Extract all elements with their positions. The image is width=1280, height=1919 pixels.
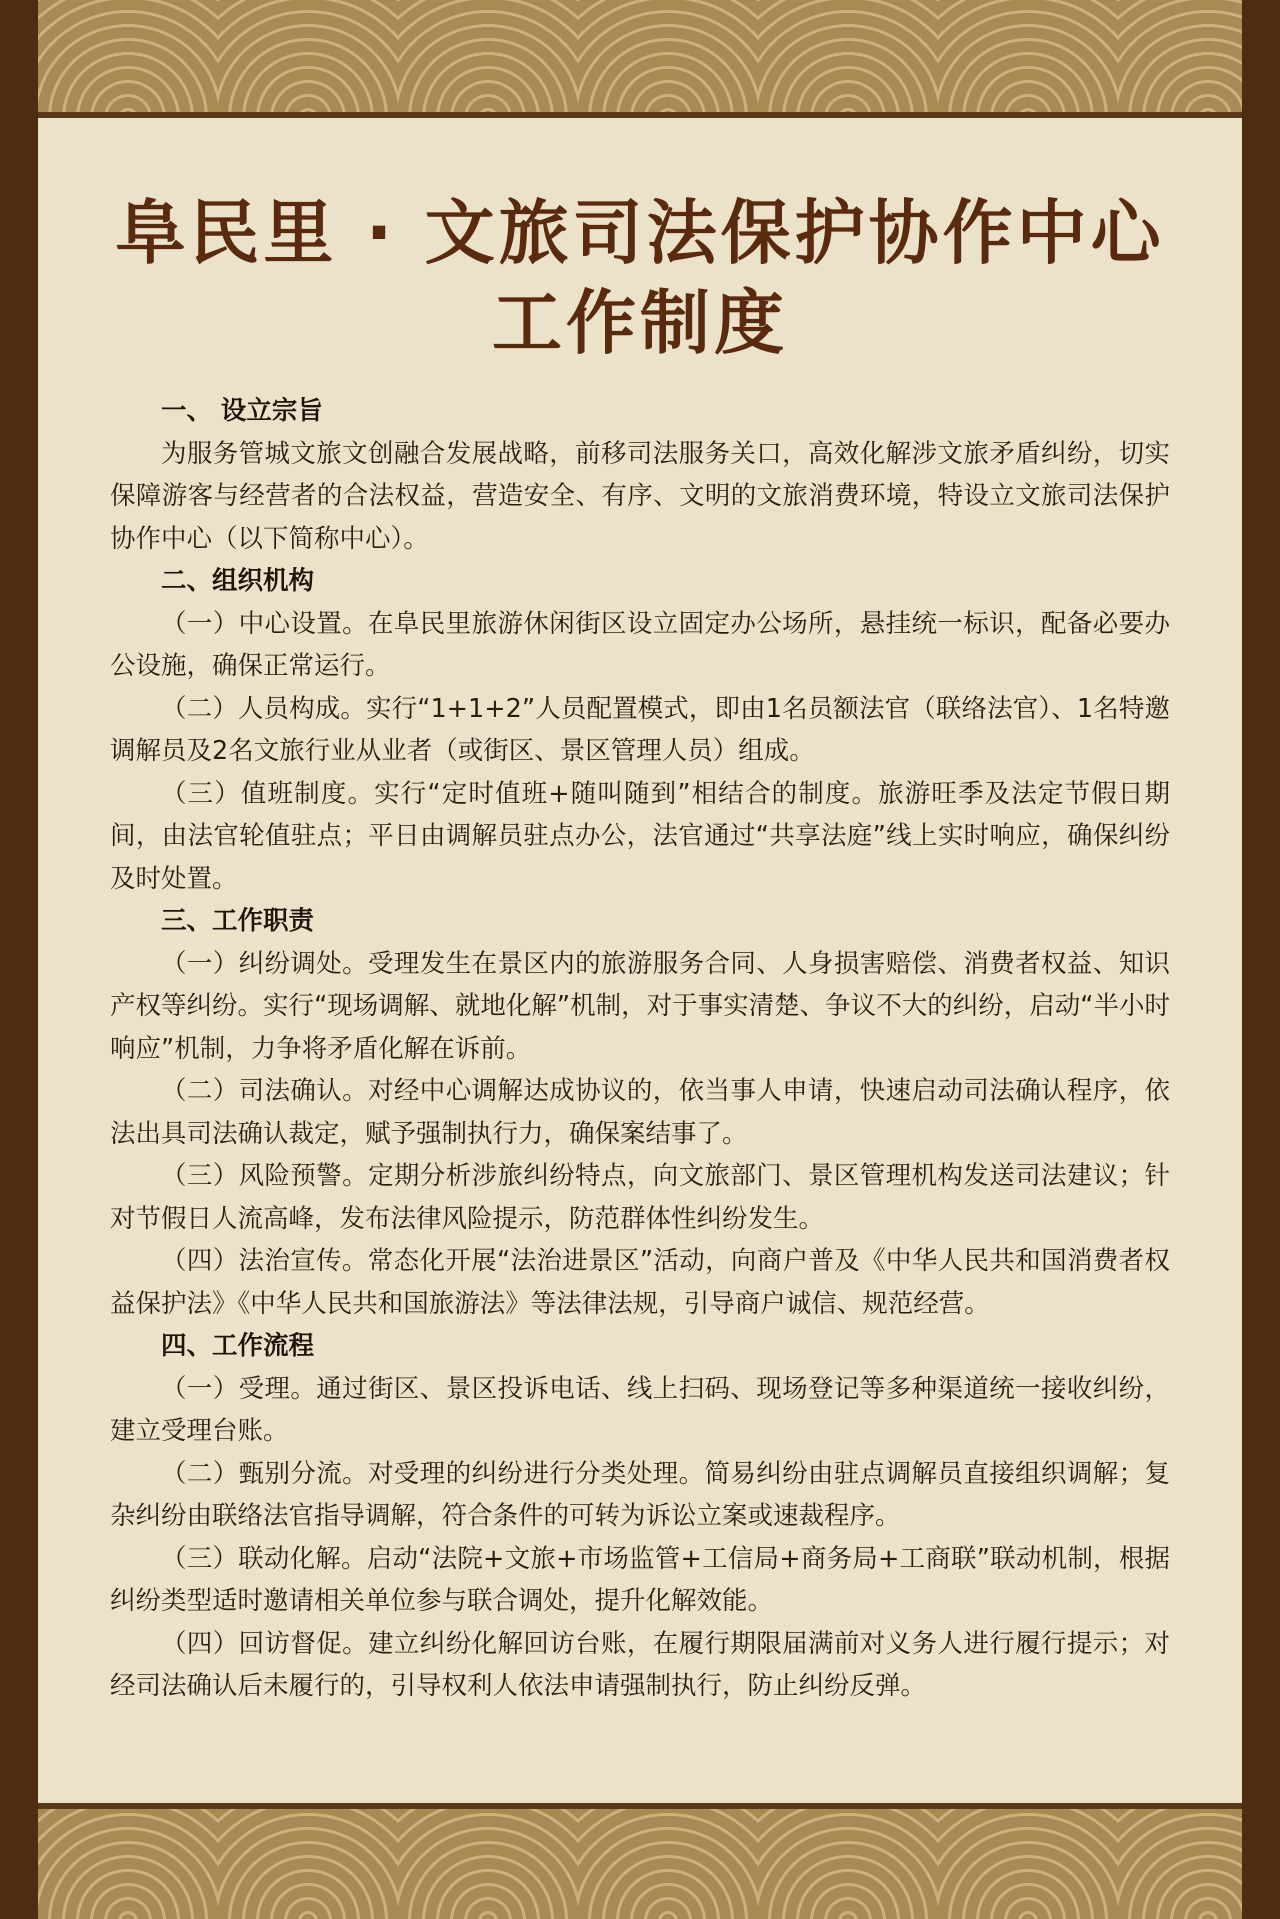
paragraph: （二）人员构成。实行“1+1+2”人员配置模式，即由1名员额法官（联络法官）、1名特邀调解员及2名文旅行业从业者（或街区、景区管理人员）组成。 xyxy=(110,693,1170,766)
paragraph: （三）联动化解。启动“法院+文旅+市场监管+工信局+商务局+工商联”联动机制，根据纠纷类型适时邀请相关单位参与联合调处，提升化解效能。 xyxy=(110,1543,1170,1616)
title-line-1: 阜民里 · 文旅司法保护协作中心 xyxy=(115,192,1165,274)
section-heading-1: 一、 设立宗旨 xyxy=(161,396,323,426)
section-heading-4: 四、工作流程 xyxy=(161,1331,315,1361)
section-heading-2: 二、组织机构 xyxy=(161,566,315,596)
document-body xyxy=(110,390,1170,1708)
title-line-2: 工作制度 xyxy=(492,282,788,364)
paragraph: （一）中心设置。在阜民里旅游休闲街区设立固定办公场所，悬挂统一标识，配备必要办公设施，确保正常运行。 xyxy=(110,608,1170,681)
top-wave-pattern xyxy=(38,0,1242,118)
section-heading-3: 三、工作职责 xyxy=(161,906,315,936)
paragraph: （四）回访督促。建立纠纷化解回访台账，在履行期限届满前对义务人进行履行提示；对经司法确认后未履行的，引导权利人依法申请强制执行，防止纠纷反弹。 xyxy=(110,1628,1170,1701)
right-border xyxy=(1242,0,1280,1919)
bottom-wave-pattern xyxy=(38,1803,1242,1919)
paragraph: （四）法治宣传。常态化开展“法治进景区”活动，向商户普及《中华人民共和国消费者权益保护法》《中华人民共和国旅游法》等法律法规，引导商户诚信、规范经营。 xyxy=(110,1246,1170,1319)
document-panel xyxy=(38,118,1242,1803)
paragraph: （三）风险预警。定期分析涉旅纠纷特点，向文旅部门、景区管理机构发送司法建议；针对节假日人流高峰，发布法律风险提示，防范群体性纠纷发生。 xyxy=(110,1161,1170,1234)
paragraph: 为服务管城文旅文创融合发展战略，前移司法服务关口，高效化解涉文旅矛盾纠纷，切实保障游客与经营者的合法权益，营造安全、有序、文明的文旅消费环境，特设立文旅司法保护协作中心（以下简称中心）。 xyxy=(110,438,1170,554)
paragraph: （三）值班制度。实行“定时值班+随叫随到”相结合的制度。旅游旺季及法定节假日期间，由法官轮值驻点；平日由调解员驻点办公，法官通过“共享法庭”线上实时响应，确保纠纷及时处置。 xyxy=(110,778,1170,894)
paragraph: （一）受理。通过街区、景区投诉电话、线上扫码、现场登记等多种渠道统一接收纠纷，建立受理台账。 xyxy=(110,1373,1170,1446)
paragraph: （一）纠纷调处。受理发生在景区内的旅游服务合同、人身损害赔偿、消费者权益、知识产权等纠纷。实行“现场调解、就地化解”机制，对于事实清楚、争议不大的纠纷，启动“半小时响应”机制，力争将矛盾化解在诉前。 xyxy=(110,948,1170,1064)
paragraph: （二）甄别分流。对受理的纠纷进行分类处理。简易纠纷由驻点调解员直接组织调解；复杂纠纷由联络法官指导调解，符合条件的可转为诉讼立案或速裁程序。 xyxy=(110,1458,1170,1531)
left-border xyxy=(0,0,38,1919)
paragraph: （二）司法确认。对经中心调解达成协议的，依当事人申请，快速启动司法确认程序，依法出具司法确认裁定，赋予强制执行力，确保案结事了。 xyxy=(110,1076,1170,1149)
